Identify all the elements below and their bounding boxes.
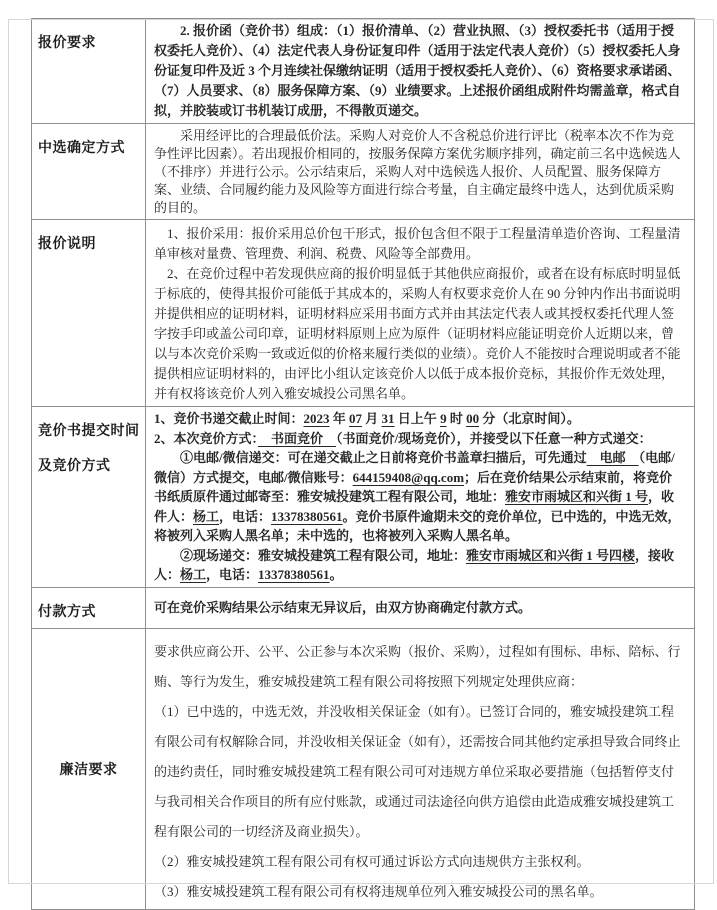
text-segment: ②现场递交：雅安城投建筑工程有限公司，地址： <box>180 547 467 563</box>
underlined-value: 2023 <box>303 411 330 426</box>
text-segment: 。竞价书原件逾期未交的竞价单位，已中选的，中选无效，将被列入采购人黑名单；未中选的，也将被列入采购人黑名单。 <box>154 508 681 543</box>
row-label-cell <box>32 19 146 124</box>
row-content-cell <box>146 19 695 124</box>
text-segment: （1）已中选的，中选无效，并没收相关保证金（如有）。已签订合同的，雅安城投建筑工程有限公司有权解除合同，并没收相关保证金（如有），还需按合同其他约定承担导致合同终止的违约责任，同时雅安城投建筑工程有限公司可对违规方单位采取必要措施（包括暂停支付与我司相关合作项目的所有应付账款，或通过司法途径向供方追偿由此造成雅安城投建筑工程有限公司的一切经济及商业损失）。 <box>154 703 681 839</box>
underlined-value: 00 <box>466 411 480 426</box>
row-label-line: 及竞价方式 <box>38 459 111 474</box>
text-segment: ，电话： <box>219 508 272 524</box>
underlined-value: 9 <box>440 411 447 426</box>
text-segment: （3）雅安城投建筑工程有限公司有权将违规单位列入雅安城投公司的黑名单。 <box>154 883 603 899</box>
underlined-value: 13378380561 <box>258 567 330 582</box>
text-segment: 年 <box>329 411 350 426</box>
row-label-cell <box>32 587 146 628</box>
text-segment: ，收件人： <box>154 489 675 524</box>
text-segment: （书面竞价/现场竞价），并接受以下任意一种方式递交： <box>336 430 652 446</box>
row-label-line: 报价说明 <box>38 237 96 252</box>
table-body <box>32 19 695 910</box>
text-segment: 2、本次竞价方式： <box>154 430 259 446</box>
table-row <box>32 587 695 628</box>
document-page <box>0 18 717 910</box>
row-content-cell <box>146 587 695 628</box>
row-label-cell <box>32 407 146 588</box>
text-segment: ，接收人： <box>154 547 675 582</box>
underlined-value: 雅安市雨城区和兴街 1 号四楼 <box>466 547 636 563</box>
paragraph <box>154 224 685 264</box>
row-label-line: 廉洁要求 <box>59 762 118 778</box>
table-row <box>32 124 695 220</box>
paragraph <box>154 448 685 546</box>
text-segment: 分（北京时间）。 <box>479 411 580 426</box>
underlined-value: 644159408@qq.com <box>352 469 465 485</box>
paragraph <box>154 877 685 907</box>
text-segment: ；后在竞价结果公示结束前，将竞价书纸质原件通过邮寄至：雅安城投建筑工程有限公司，地址： <box>154 469 673 504</box>
table-row <box>32 220 695 407</box>
row-label-line: 竞价书提交时间 <box>38 424 140 439</box>
row-label-cell <box>32 220 146 407</box>
row-label-line: 中选确定方式 <box>38 141 125 156</box>
row-content-cell <box>146 220 695 407</box>
paragraph <box>154 546 685 585</box>
underlined-value: 13378380561 <box>271 508 343 524</box>
row-label-cell <box>32 124 146 220</box>
underlined-value: 07 <box>349 411 363 426</box>
text-segment: 采用经评比的合理最低价法。采购人对竞价人不含税总价进行评比（税率本次不作为竞争性评比因素）。若出现报价相同的，按服务保障方案优劣顺序排列，确定前三名中选候选人（不排序）并进行公示。公示结束后，采购人对中选候选人报价、人员配置、服务保障方案、业绩、合同履约能力及风险等方面进行综合考量，自主确定最终中选人，达到优质采购的目的。 <box>154 128 681 215</box>
paragraph <box>154 127 685 217</box>
paragraph <box>154 697 685 847</box>
text-segment: ，电话： <box>206 567 259 582</box>
table-row <box>32 19 695 124</box>
text-segment: 时 <box>446 411 467 426</box>
underlined-value: 杨工 <box>193 508 220 524</box>
underlined-value: 31 <box>381 411 395 426</box>
text-segment: 。 <box>329 567 343 582</box>
text-segment: 1、报价采用：报价采用总价包干形式，报价包含但不限于工程量清单造价咨询、工程量清单审核对量费、管理费、利润、税费、风险等全部费用。 <box>154 226 681 261</box>
text-segment: 要求供应商公开、公平、公正参与本次采购（报价、采购），过程如有围标、串标、陪标、行贿、等行为发生，雅安城投建筑工程有限公司将按照下列规定处理供应商： <box>154 643 681 689</box>
text-segment: （2）雅安城投建筑工程有限公司有权可通过诉讼方式向违规供方主张权利。 <box>154 853 590 869</box>
paragraph <box>154 429 685 449</box>
underlined-value: 书面竞价 <box>258 430 337 446</box>
text-segment: 日上午 <box>394 411 441 426</box>
table-row <box>32 628 695 909</box>
paragraph <box>154 598 685 618</box>
underlined-value: 杨工 <box>180 567 207 582</box>
text-segment: 2. 报价函（竞价书）组成：（1）报价清单、（2）营业执照、（3）授权委托书（适用于授权委托人竞价）、（4）法定代表人身份证复印件（适用于法定代表人竞价）（5）授权委托人身份证复印件及近 3 个月连续社保缴纳证明（适用于授权委托人竞价）、（6）资格要求承诺函、（7）人员要求、（8）服务保障方案、（9）业绩要求。上述报价函组成附件均需盖章，格式自拟，并胶装或订书机装订成册，不得散页递交。 <box>154 23 681 118</box>
row-label-cell <box>32 628 146 909</box>
underlined-value: 电邮 <box>586 450 639 465</box>
text-segment: ①电邮/微信递交：可在递交截止之日前将竞价书盖章扫描后，可先通过 <box>180 450 587 465</box>
table-row <box>32 407 695 588</box>
text-segment: 1、竞价书递交截止时间： <box>154 411 304 426</box>
row-content-cell <box>146 124 695 220</box>
row-label-line: 付款方式 <box>38 604 96 620</box>
paragraph <box>154 21 685 121</box>
paragraph <box>154 847 685 877</box>
paragraph <box>154 637 685 697</box>
paragraph <box>154 264 685 404</box>
row-content-cell <box>146 407 695 588</box>
underlined-value: 雅安市雨城区和兴街 1 号 <box>505 489 649 504</box>
text-segment: 月 <box>362 411 382 426</box>
row-label-line: 报价要求 <box>38 36 96 51</box>
text-segment: （电邮/微信）方式提交，电邮/微信账号： <box>154 450 675 485</box>
text-segment: 2、在竞价过程中若发现供应商的报价明显低于其他供应商报价，或者在设有标底时明显低于标底的，使得其报价可能低于其成本的，采购人有权要求竞价人在 90 分钟内作出书面说明并提供相应的证明材料，证明材料应采用书面方式并由其法定代表人或其授权委托代理人签字按手印或盖公司印章，证明材料原则上应为原件（证明材料应能证明竞价人近期以来，曾以与本次竞价采购一致或近似的价格来履行类似的业绩）。竞价人不能按时合理说明或者不能提供相应证明材料的，由评比小组认定该竞价人以低于成本报价竞标，其报价作无效处理，并有权将该竞价人列入雅安城投公司黑名单。 <box>154 266 681 401</box>
paragraph <box>154 409 685 429</box>
text-segment: 可在竞价采购结果公示结束无异议后，由双方协商确定付款方式。 <box>154 599 532 615</box>
procurement-terms-table <box>31 18 695 910</box>
row-content-cell <box>146 628 695 909</box>
